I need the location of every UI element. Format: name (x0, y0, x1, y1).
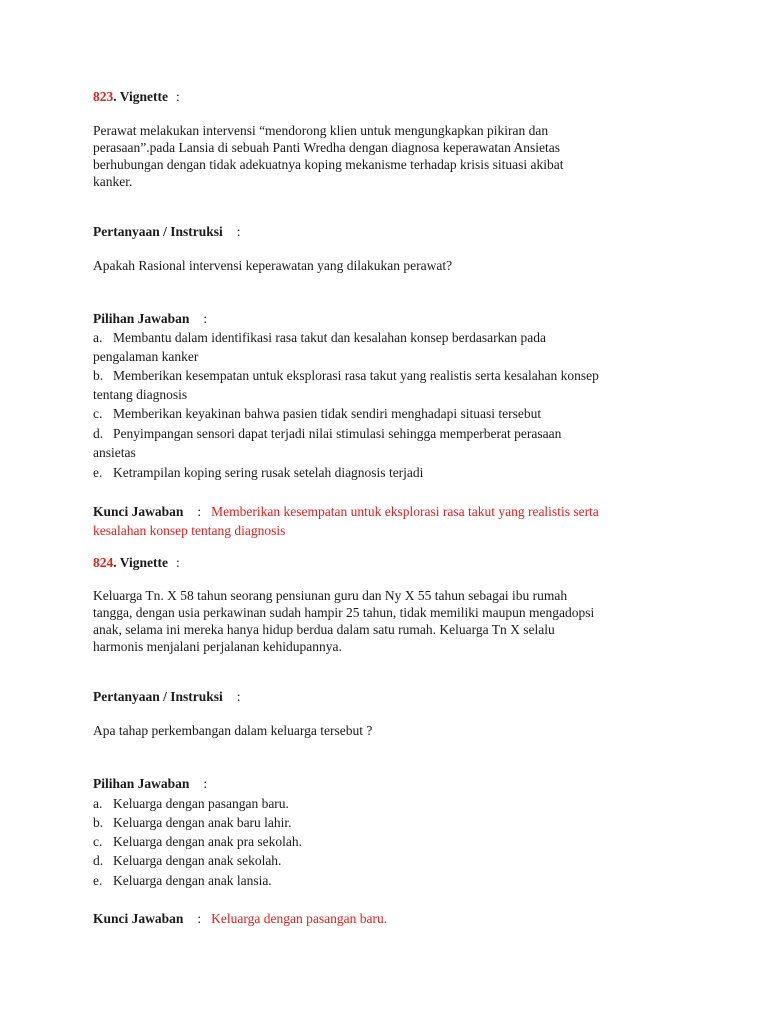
q824-vignette-line-4: harmonis menjalani perjalanan kehidupannya. (93, 639, 342, 654)
q823-key-label: Kunci Jawaban (93, 504, 184, 519)
q823-choice-b-cont: tentang diagnosis (93, 387, 188, 402)
q823-choice-a: a. Membantu dalam identifikasi rasa takut dan kesalahan konsep berdasarkan pada (93, 330, 546, 345)
q824-choice-d: d. Keluarga dengan anak sekolah. (93, 853, 282, 868)
q824-choice-c: c. Keluarga dengan anak pra sekolah. (93, 834, 303, 849)
q823-vignette-label: . Vignette (113, 89, 168, 104)
q823-vignette-line-2: perasaan”.pada Lansia di sebuah Panti Wredha dengan diagnosa keperawatan Ansietas (93, 140, 561, 155)
q823-vignette-line-3: berhubungan dengan tidak adekuatnya koping mekanisme terhadap krisis situasi akibat (93, 157, 564, 172)
q823-key-text-1: Memberikan kesempatan untuk eksplorasi rasa takut yang realistis serta (211, 504, 599, 519)
q824-answer-key (93, 910, 387, 927)
q823-vignette-colon: : (176, 89, 180, 104)
q823-choices-label: Pilihan Jawaban (93, 311, 190, 326)
q823-choices-heading (93, 310, 207, 327)
q823-choice-d: d. Penyimpangan sensori dapat terjadi nilai stimulasi sehingga memperberat perasaan (93, 426, 562, 441)
q823-heading (93, 88, 180, 105)
q824-vignette-colon: : (176, 555, 180, 570)
q824-vignette-line-1: Keluarga Tn. X 58 tahun seorang pensiunan guru dan Ny X 55 tahun sebagai ibu rumah (93, 588, 568, 603)
q823-choice-c: c. Memberikan keyakinan bahwa pasien tidak sendiri menghadapi situasi tersebut (93, 406, 542, 421)
q823-key-text-2: kesalahan konsep tentang diagnosis (93, 523, 286, 538)
q824-choices-label: Pilihan Jawaban (93, 776, 190, 791)
q823-vignette-line-4: kanker. (93, 174, 133, 189)
q824-question-heading (93, 688, 241, 705)
q823-choice-b: b. Memberikan kesempatan untuk eksplorasi rasa takut yang realistis serta kesalahan konsep (93, 368, 599, 383)
q824-choice-a: a. Keluarga dengan pasangan baru. (93, 796, 289, 811)
q824-choice-e: e. Keluarga dengan anak lansia. (93, 873, 272, 888)
q824-key-colon: : (197, 911, 202, 926)
q824-key-label: Kunci Jawaban (93, 911, 184, 926)
q823-choice-a-cont: pengalaman kanker (93, 349, 199, 364)
q823-vignette-line-1: Perawat melakukan intervensi “mendorong klien untuk mengungkapkan pikiran dan (93, 123, 549, 138)
q824-vignette-line-2: tangga, dengan usia perkawinan sudah hampir 25 tahun, tidak memiliki maupun mengadopsi (93, 605, 595, 620)
q823-answer-key (93, 503, 599, 520)
q823-question-heading (93, 223, 241, 240)
q824-choice-b: b. Keluarga dengan anak baru lahir. (93, 815, 292, 830)
q824-number: 824 (93, 555, 114, 570)
q824-question-label: Pertanyaan / Instruksi (93, 689, 223, 704)
q823-question-colon: : (236, 224, 241, 239)
q824-choices-colon: : (203, 776, 208, 791)
q824-question-colon: : (236, 689, 241, 704)
q823-choice-d-cont: ansietas (93, 445, 136, 460)
q823-choice-e: e. Ketrampilan koping sering rusak setelah diagnosis terjadi (93, 465, 424, 480)
q824-vignette-line-3: anak, selama ini mereka hanya hidup berdua dalam satu rumah. Keluarga Tn X selalu (93, 622, 555, 637)
q823-question-text: Apakah Rasional intervensi keperawatan yang dilakukan perawat? (93, 258, 453, 273)
q823-choices-colon: : (203, 311, 208, 326)
q824-choices-heading (93, 775, 207, 792)
q823-question-label: Pertanyaan / Instruksi (93, 224, 223, 239)
q824-vignette-label: . Vignette (113, 555, 168, 570)
q823-key-colon: : (197, 504, 202, 519)
q824-key-text-1: Keluarga dengan pasangan baru. (211, 911, 388, 926)
q823-number: 823 (93, 89, 114, 104)
q824-heading (93, 554, 180, 571)
q824-question-text: Apa tahap perkembangan dalam keluarga tersebut ? (93, 723, 373, 738)
